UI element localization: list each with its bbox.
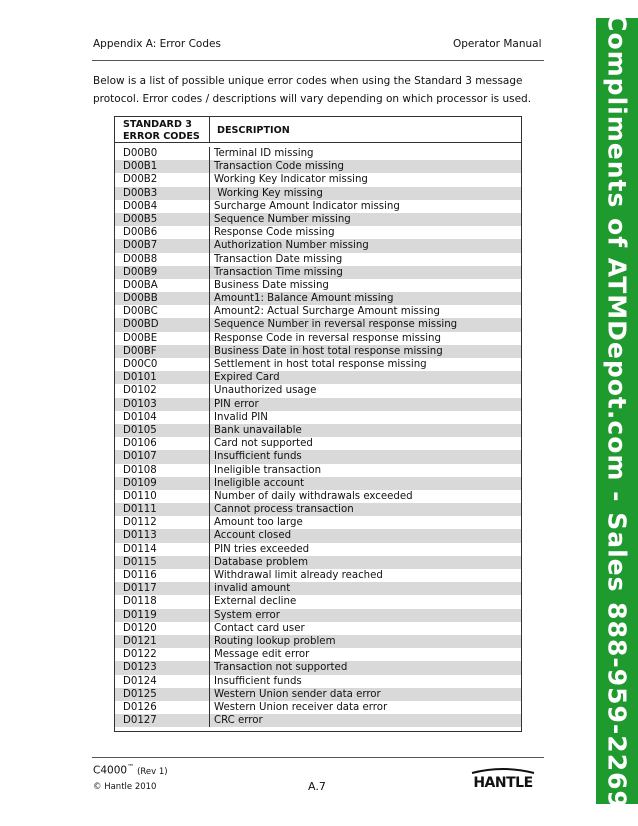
table-row bbox=[115, 714, 521, 727]
header-rule bbox=[92, 60, 544, 61]
table-body bbox=[115, 147, 521, 727]
table-row bbox=[115, 305, 521, 318]
table-header bbox=[115, 117, 521, 143]
error-code-cell: D00B9 bbox=[115, 266, 210, 279]
description-cell: Ineligible account bbox=[214, 477, 305, 489]
table-bottom-pad bbox=[115, 727, 521, 731]
description-cell: Number of daily withdrawals exceeded bbox=[214, 490, 413, 502]
error-code-cell: D0108 bbox=[115, 464, 210, 477]
error-code-cell: D00B8 bbox=[115, 253, 210, 266]
error-code-cell: D0102 bbox=[115, 384, 210, 397]
hantle-logo-text: HANTLE bbox=[473, 775, 533, 789]
description-cell: Contact card user bbox=[214, 622, 305, 634]
description-cell: Sequence Number missing bbox=[214, 213, 351, 225]
error-code-cell: D00C0 bbox=[115, 358, 210, 371]
description-cell: Settlement in host total response missing bbox=[214, 359, 427, 370]
description-cell: Western Union receiver data error bbox=[214, 701, 388, 713]
intro-paragraph: Below is a list of possible unique error codes when using the Standard 3 message protocol. Error codes / descriptions will vary depending on which processor is used. bbox=[93, 75, 532, 105]
error-code-cell: D00BE bbox=[115, 332, 210, 345]
error-code-cell: D0127 bbox=[115, 714, 210, 727]
error-code-cell: D00B5 bbox=[115, 213, 210, 226]
table-row bbox=[115, 569, 521, 582]
error-code-cell: D0115 bbox=[115, 556, 210, 569]
table-row bbox=[115, 318, 521, 331]
product-name: C4000 bbox=[93, 764, 128, 777]
table-row bbox=[115, 424, 521, 437]
table-row bbox=[115, 516, 521, 529]
error-code-cell: D0123 bbox=[115, 661, 210, 674]
error-code-cell: D0105 bbox=[115, 424, 210, 437]
table-row bbox=[115, 543, 521, 556]
description-cell: Transaction not supported bbox=[214, 662, 348, 674]
description-cell: Ineligible transaction bbox=[214, 464, 322, 476]
error-code-cell: D00B6 bbox=[115, 226, 210, 239]
error-code-cell: D0122 bbox=[115, 648, 210, 661]
error-code-cell: D0124 bbox=[115, 675, 210, 688]
error-code-cell: D0117 bbox=[115, 582, 210, 595]
header-left: Appendix A: Error Codes bbox=[93, 38, 221, 50]
col-header-description: DESCRIPTION bbox=[217, 125, 290, 136]
error-code-cell: D00B0 bbox=[115, 147, 210, 160]
promo-sidebar bbox=[596, 13, 638, 809]
description-cell: Expired Card bbox=[214, 372, 280, 384]
table-row bbox=[115, 450, 521, 463]
table-row bbox=[115, 147, 521, 160]
description-cell: Insufficient funds bbox=[214, 675, 302, 687]
description-cell: Amount1: Balance Amount missing bbox=[214, 293, 394, 305]
error-code-cell: D0106 bbox=[115, 437, 210, 450]
error-code-cell: D00BA bbox=[115, 279, 210, 292]
error-code-cell: D0113 bbox=[115, 529, 210, 542]
table-row bbox=[115, 371, 521, 384]
error-code-cell: D0125 bbox=[115, 688, 210, 701]
table-row bbox=[115, 635, 521, 648]
description-cell: External decline bbox=[214, 596, 297, 608]
error-code-cell: D00B2 bbox=[115, 173, 210, 186]
table-row bbox=[115, 173, 521, 186]
error-code-table bbox=[114, 116, 522, 732]
table-row bbox=[115, 200, 521, 213]
table-row bbox=[115, 556, 521, 569]
error-code-cell: D00BB bbox=[115, 292, 210, 305]
table-row bbox=[115, 239, 521, 252]
description-cell: Sequence Number in reversal response missing bbox=[214, 319, 458, 331]
footer-copyright: © Hantle 2010 bbox=[93, 782, 157, 792]
description-cell: Invalid PIN bbox=[214, 411, 268, 423]
description-cell: Account closed bbox=[214, 530, 292, 542]
table-row bbox=[115, 595, 521, 608]
footer-product bbox=[93, 763, 168, 777]
col-header-codes bbox=[115, 117, 210, 142]
table-row bbox=[115, 477, 521, 490]
table-row bbox=[115, 411, 521, 424]
error-code-cell: D00B7 bbox=[115, 239, 210, 252]
header-right: Operator Manual bbox=[453, 38, 542, 50]
page-number: A.7 bbox=[308, 780, 326, 793]
error-code-cell: D00B4 bbox=[115, 200, 210, 213]
error-code-cell: D0118 bbox=[115, 595, 210, 608]
error-code-cell: D0112 bbox=[115, 516, 210, 529]
description-cell: Insufficient funds bbox=[214, 451, 302, 463]
table-row bbox=[115, 213, 521, 226]
error-code-cell: D00BD bbox=[115, 318, 210, 331]
description-cell: PIN error bbox=[214, 398, 259, 410]
error-code-cell: D0103 bbox=[115, 398, 210, 411]
table-row bbox=[115, 490, 521, 503]
description-cell: Amount2: Actual Surcharge Amount missing bbox=[214, 306, 440, 318]
description-cell: Surcharge Amount Indicator missing bbox=[214, 200, 400, 212]
description-cell: Withdrawal limit already reached bbox=[214, 570, 383, 581]
description-cell: Business Date in host total response missing bbox=[214, 345, 443, 357]
table-row bbox=[115, 622, 521, 635]
description-cell: Business Date missing bbox=[214, 279, 329, 291]
description-cell: Response Code missing bbox=[214, 227, 335, 239]
description-cell: System error bbox=[214, 609, 280, 621]
error-code-cell: D0110 bbox=[115, 490, 210, 503]
table-row bbox=[115, 675, 521, 688]
error-code-cell: D0111 bbox=[115, 503, 210, 516]
col-header-codes-line2: ERROR CODES bbox=[123, 131, 200, 142]
table-row bbox=[115, 437, 521, 450]
revision: (Rev 1) bbox=[137, 766, 168, 777]
error-code-cell: D0116 bbox=[115, 569, 210, 582]
description-cell: Transaction Code missing bbox=[214, 161, 344, 173]
table-row bbox=[115, 384, 521, 397]
error-code-cell: D0104 bbox=[115, 411, 210, 424]
description-cell: Terminal ID missing bbox=[214, 148, 314, 159]
description-cell: Authorization Number missing bbox=[214, 240, 369, 252]
description-cell: Message edit error bbox=[214, 649, 310, 661]
trademark-symbol: ™ bbox=[127, 763, 135, 771]
promo-sidebar-text: Compliments of ATMDepot.com - Sales 888-959-2269 bbox=[602, 13, 632, 809]
description-cell: Card not supported bbox=[214, 438, 313, 450]
description-cell: Working Key Indicator missing bbox=[214, 174, 368, 186]
table-row bbox=[115, 332, 521, 345]
description-cell: invalid amount bbox=[214, 583, 291, 595]
description-cell: Transaction Time missing bbox=[214, 266, 343, 278]
description-cell: Database problem bbox=[214, 556, 309, 568]
table-row bbox=[115, 358, 521, 371]
description-cell: Response Code in reversal response missing bbox=[214, 332, 441, 344]
table-row bbox=[115, 266, 521, 279]
error-code-cell: D0109 bbox=[115, 477, 210, 490]
error-code-cell: D0119 bbox=[115, 609, 210, 622]
error-code-cell: D0101 bbox=[115, 371, 210, 384]
error-code-cell: D00BF bbox=[115, 345, 210, 358]
table-row bbox=[115, 160, 521, 173]
table-row bbox=[115, 398, 521, 411]
error-code-cell: D0126 bbox=[115, 701, 210, 714]
table-row bbox=[115, 253, 521, 266]
table-row bbox=[115, 688, 521, 701]
table-row bbox=[115, 279, 521, 292]
description-cell: Unauthorized usage bbox=[214, 385, 317, 397]
description-cell: Transaction Date missing bbox=[214, 253, 343, 265]
table-row bbox=[115, 648, 521, 661]
table-row bbox=[115, 345, 521, 358]
table-row bbox=[115, 226, 521, 239]
table-row bbox=[115, 661, 521, 674]
error-code-cell: D0121 bbox=[115, 635, 210, 648]
error-code-cell: D00BC bbox=[115, 305, 210, 318]
hantle-logo-swoosh bbox=[472, 769, 534, 773]
footer-rule bbox=[92, 757, 544, 758]
description-cell: PIN tries exceeded bbox=[214, 543, 310, 555]
error-code-cell: D00B1 bbox=[115, 160, 210, 173]
description-cell: Amount too large bbox=[214, 517, 303, 529]
table-row bbox=[115, 582, 521, 595]
error-code-cell: D0114 bbox=[115, 543, 210, 556]
error-code-cell: D00B3 bbox=[115, 187, 210, 200]
hantle-logo bbox=[462, 767, 544, 789]
table-row bbox=[115, 609, 521, 622]
description-cell: Working Key missing bbox=[214, 187, 323, 199]
table-row bbox=[115, 187, 521, 200]
col-header-codes-line1: STANDARD 3 bbox=[123, 119, 192, 130]
table-row bbox=[115, 503, 521, 516]
error-code-cell: D0120 bbox=[115, 622, 210, 635]
description-cell: Bank unavailable bbox=[214, 424, 302, 436]
description-cell: CRC error bbox=[214, 715, 263, 727]
table-row bbox=[115, 292, 521, 305]
table-row bbox=[115, 529, 521, 542]
table-row bbox=[115, 701, 521, 714]
description-cell: Western Union sender data error bbox=[214, 688, 381, 700]
description-cell: Routing lookup problem bbox=[214, 635, 336, 647]
description-cell: Cannot process transaction bbox=[214, 504, 354, 516]
error-code-cell: D0107 bbox=[115, 450, 210, 463]
table-row bbox=[115, 464, 521, 477]
